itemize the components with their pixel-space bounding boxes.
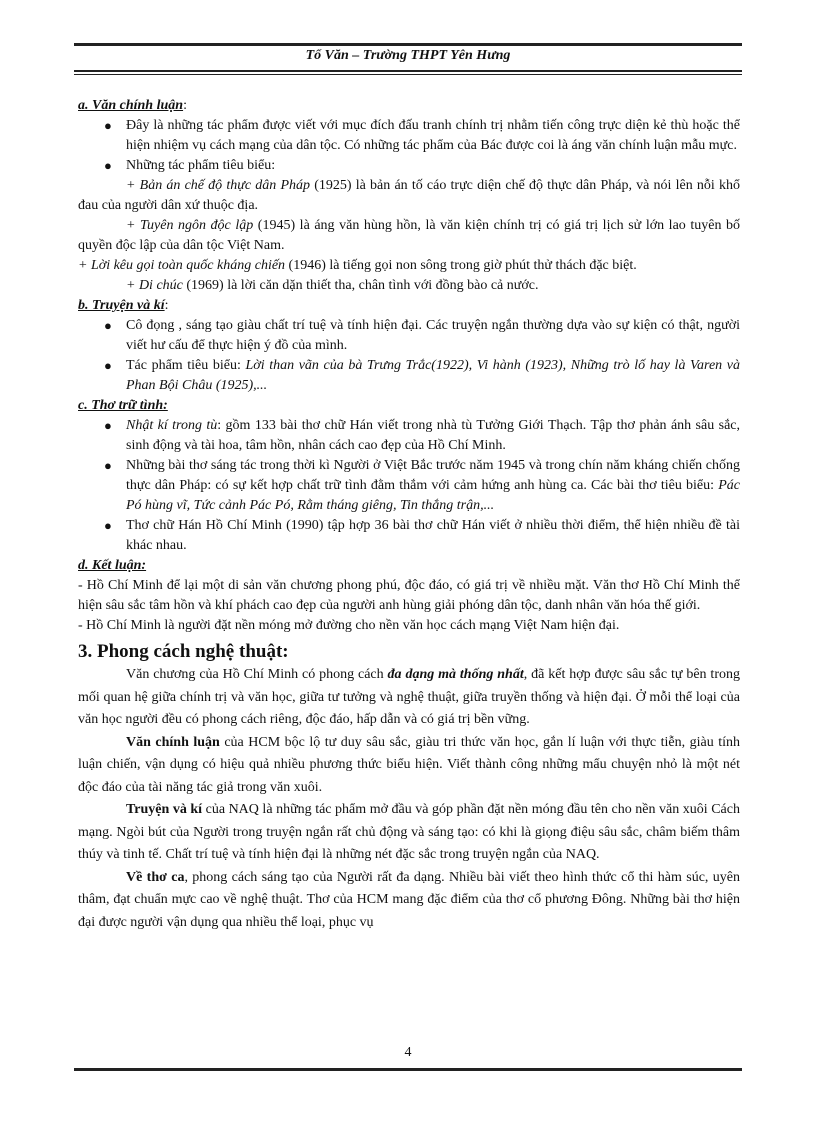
list-item: ● Thơ chữ Hán Hồ Chí Minh (1990) tập hợp 36 bài thơ chữ Hán viết ở nhiều thời điểm, thể hiện nhiều đề tài khác nhau.	[78, 516, 740, 556]
page-number: 4	[404, 1045, 412, 1060]
section-b-heading: b. Truyện và kí:	[78, 298, 169, 313]
list-item: ● Những bài thơ sáng tác trong thời kì Người ở Việt Bắc trước năm 1945 và trong chín năm kháng chiến chống thực dân Pháp: có sự kết hợp chất trữ tình đằm thắm với cảm hứng anh hùng ca. Các bài thơ tiêu biểu: Pác Pó hùng vĩ, Tức cảnh Pác Pó, Rằm tháng giêng, Tin thắng trận,...	[78, 456, 740, 516]
style-paragraph: Văn chương của Hồ Chí Minh có phong cách đa dạng mà thống nhất, đã kết hợp được sâu sắc tự bên trong mối quan hệ giữa chính trị và văn học, giữa tư tưởng và nghệ thuật, giữa truyền thống và hiện đại. Ở mỗi thể loại của văn học người đều có phong cách riêng, độc đáo, hấp dẫn và có giá trị bền vững.	[78, 667, 740, 727]
section-3-heading: 3. Phong cách nghệ thuật:	[78, 641, 289, 662]
bottom-border	[74, 1068, 742, 1071]
list-item: ● Nhật kí trong tù: gồm 133 bài thơ chữ Hán viết trong nhà tù Tưởng Giới Thạch. Tập thơ phản ánh sâu sắc, sinh động và tài hoa, tâm hồn, nhân cách cao đẹp của Hồ Chí Minh.	[78, 416, 740, 456]
bullet-icon: ●	[104, 118, 112, 133]
style-paragraph: Văn chính luận của HCM bộc lộ tư duy sâu sắc, giàu tri thức văn học, gắn lí luận với thực tiễn, giàu tính luận chiến, vận dụng có hiệu quả nhiều phương thức biểu hiện. Viết thành công những mẩu chuyện nhỏ là một nét độc đáo của tài năng tác giả trong văn xuôi.	[78, 734, 740, 795]
work-item: + Lời kêu gọi toàn quốc kháng chiến (1946) là tiếng gọi non sông trong giờ phút thử thách đặc biệt.	[78, 258, 637, 273]
top-border	[74, 43, 742, 46]
section-a-heading: a. Văn chính luận:	[78, 98, 187, 113]
page-header: Tổ Văn – Trường THPT Yên Hưng	[305, 48, 511, 63]
list-item: ● Những tác phẩm tiêu biểu:	[78, 156, 740, 176]
bullet-icon: ●	[104, 518, 112, 533]
conclusion-paragraph: - Hồ Chí Minh để lại một di sản văn chương phong phú, độc đáo, có giá trị về nhiều mặt. Văn thơ Hồ Chí Minh thể hiện sâu sắc tâm hồn và khí phách cao đẹp của người anh hùng giải phóng dân tộc, danh nhân văn hóa thế giới.	[78, 578, 740, 613]
style-paragraph: Về thơ ca, phong cách sáng tạo của Người rất đa dạng. Nhiều bài viết theo hình thức cổ thi hàm súc, uyên thâm, đạt chuẩn mực cao về nghệ thuật. Thơ của HCM mang đặc điểm của thơ cổ phương Đông. Những bài thơ hiện đại được người vận dụng qua nhiều thể loại, phục vụ	[78, 869, 740, 930]
bullet-icon: ●	[104, 458, 112, 473]
header-rule	[74, 70, 742, 75]
conclusion-paragraph: - Hồ Chí Minh là người đặt nền móng mở đường cho nền văn học cách mạng Việt Nam hiện đại.	[78, 618, 620, 633]
bullet-icon: ●	[104, 358, 112, 373]
work-item: + Bản án chế độ thực dân Pháp (1925) là bản án tố cáo trực diện chế độ thực dân Pháp, và nói lên nỗi khổ đau của người dân xứ thuộc địa.	[78, 178, 741, 213]
list-item: ● Cô đọng , sáng tạo giàu chất trí tuệ và tính hiện đại. Các truyện ngắn thường dựa vào sự kiện có thật, người viết hư cấu để thực hiện ý đồ của mình.	[78, 316, 740, 356]
section-c-heading: c. Thơ trữ tình:	[78, 398, 168, 413]
section-d-heading: d. Kết luận:	[78, 558, 147, 573]
bullet-icon: ●	[104, 318, 112, 333]
work-item: + Tuyên ngôn độc lập (1945) là áng văn hùng hồn, là văn kiện chính trị có giá trị lịch sử lớn lao tuyên bố quyền độc lập của dân tộc Việt Nam.	[78, 218, 741, 253]
list-item: ● Đây là những tác phẩm được viết với mục đích đấu tranh chính trị nhằm tiến công trực diện kẻ thù hoặc thể hiện nhiệm vụ cách mạng của dân tộc. Có những tác phẩm của Bác được coi là áng văn chính luận mẫu mực.	[78, 116, 740, 156]
bullet-icon: ●	[104, 418, 112, 433]
page-content	[78, 96, 740, 934]
style-paragraph: Truyện và kí của NAQ là những tác phẩm mở đầu và góp phần đặt nền móng đầu tên cho nền văn xuôi Cách mạng. Ngòi bút của Người trong truyện ngắn rất chủ động và sáng tạo: có khi là giọng điệu sâu sắc, châm biếm thâm thúy và tinh tế. Chất trí tuệ và tính hiện đại là những nét đặc sắc trong truyện ngắn của NAQ.	[78, 802, 740, 862]
bullet-icon: ●	[104, 158, 112, 173]
list-item: ● Tác phẩm tiêu biểu: Lời than vãn của bà Trưng Trắc(1922), Vi hành (1923), Những trò lố hay là Varen và Phan Bội Châu (1925),...	[78, 356, 740, 396]
work-item: + Di chúc (1969) là lời căn dặn thiết tha, chân tình với đồng bào cả nước.	[126, 278, 539, 293]
